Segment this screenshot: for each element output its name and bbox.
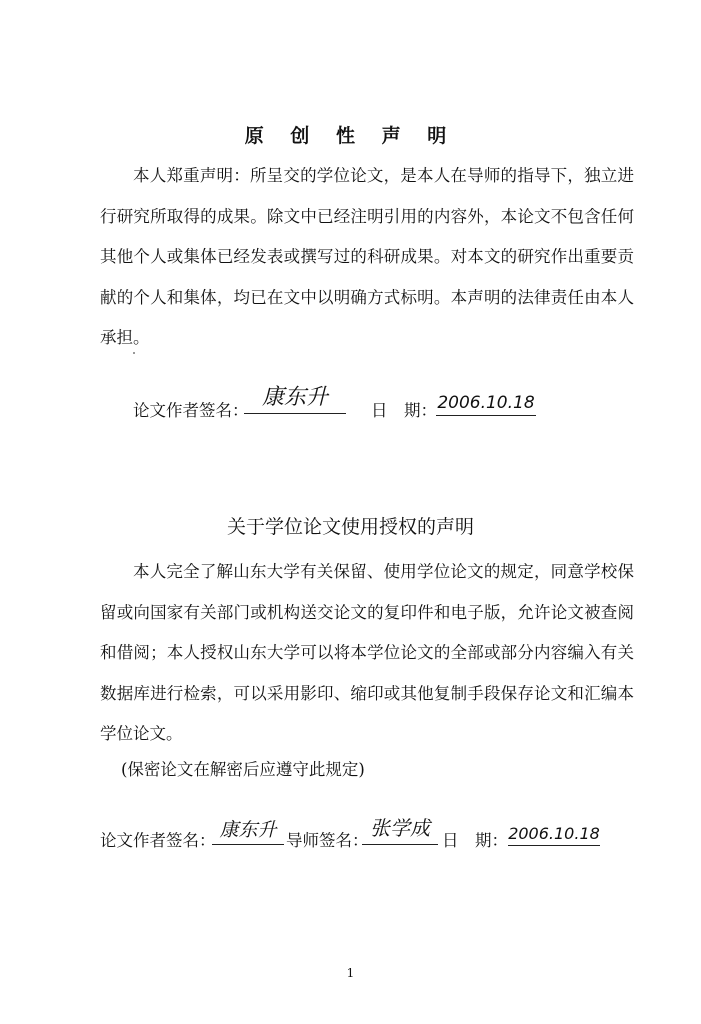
authorization-statement-body: 本人完全了解山东大学有关保留、使用学位论文的规定，同意学校保留或向国家有关部门或机构送交论文的复印件和电子版，允许论文被查阅和借阅；本人授权山东大学可以将本学位论文的全部或部分内容编入有关数据库进行检索，可以采用影印、缩印或其他复制手段保存论文和汇编本学位论文。 <box>100 562 634 743</box>
date-value: 2006.10.18 <box>436 391 536 416</box>
advisor-signature-label: 导师签名： <box>286 831 369 850</box>
author-signature: 康东升 <box>244 383 346 414</box>
advisor-signature: 张学成 <box>362 812 438 845</box>
author-signature: 康东升 <box>212 816 284 845</box>
originality-statement-body: 本人郑重声明：所呈交的学位论文，是本人在导师的指导下，独立进行研究所取得的成果。除文中已经注明引用的内容外，本论文不包含任何其他个人或集体已经发表或撰写过的科研成果。对本文的研究作出重要贡献的个人和集体，均已在文中以明确方式标明。本声明的法律责任由本人承担。 <box>100 166 634 347</box>
author-signature-label: 论文作者签名： <box>100 831 216 850</box>
author-signature-label: 论文作者签名： <box>133 401 249 420</box>
confidentiality-note: (保密论文在解密后应遵守此规定) <box>121 760 365 779</box>
originality-statement-title: 原 创 性 声 明 <box>244 125 457 147</box>
page-number: 1 <box>346 966 355 980</box>
date-label: 日 期： <box>442 831 508 850</box>
authorization-statement-title: 关于学位论文使用授权的声明 <box>226 516 474 538</box>
date-label: 日 期： <box>371 401 437 420</box>
scan-speck <box>133 352 135 354</box>
date-value: 2006.10.18 <box>508 823 600 846</box>
